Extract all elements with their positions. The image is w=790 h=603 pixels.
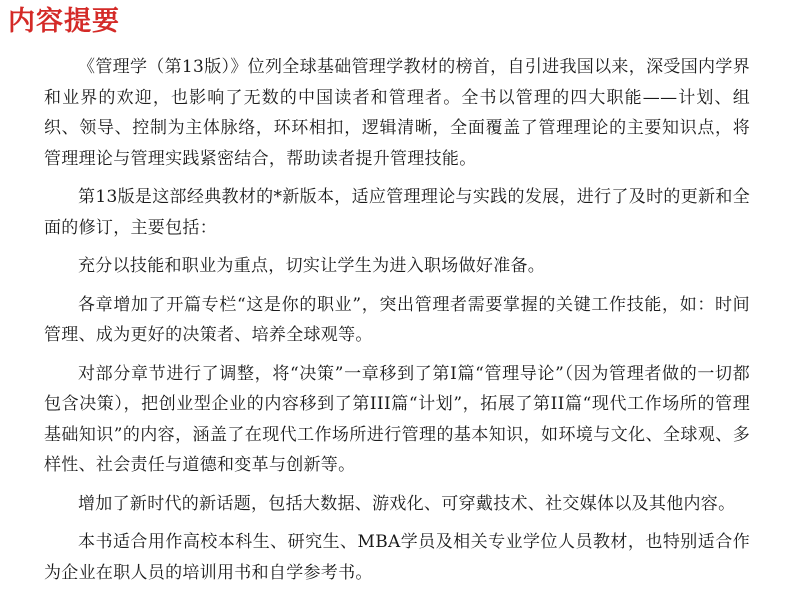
paragraph-skills: 充分以技能和职业为重点，切实让学生为进入职场做好准备。 <box>78 256 546 276</box>
paragraph-intro: 《管理学（第13版）》位列全球基础管理学教材的榜首，自引进我国以来，深受国内学界和业界的欢迎，也影响了无数的中国读者和管理者。全书以管理的四大职能——计划、组织、领导、控制为主体脉络，环环相扣，逻辑清晰，全面覆盖了管理理论的主要知识点，将管理理论与管理实践紧密结合，帮助读者提升管理技能。 <box>44 57 750 169</box>
paragraph-new-topics: 增加了新时代的新话题，包括大数据、游戏化、可穿戴技术、社交媒体以及其他内容。 <box>78 493 736 514</box>
page-title: 内容提要 <box>8 6 120 37</box>
paragraph-edition: 第13版是这部经典教材的*新版本，适应管理理论与实践的发展，进行了及时的更新和全面的修订，主要包括： <box>44 187 750 238</box>
paragraph-audience: 本书适合用作高校本科生、研究生、MBA学员及相关专业学位人员教材，也特别适合作为企业在职人员的培训用书和自学参考书。 <box>44 532 750 583</box>
paragraph-career-column: 各章增加了开篇专栏“这是你的职业”，突出管理者需要掌握的关键工作技能，如：时间管理、成为更好的决策者、培养全球观等。 <box>44 294 750 345</box>
summary-body <box>44 52 750 596</box>
paragraph-restructure: 对部分章节进行了调整，将“决策”一章移到了第I篇“管理导论”（因为管理者做的一切都包含决策），把创业型企业的内容移到了第III篇“计划”，拓展了第II篇“现代工作场所的管理基础知识”的内容，涵盖了在现代工作场所进行管理的基本知识，如环境与文化、全球观、多样性、社会责任与道德和变革与创新等。 <box>44 363 750 475</box>
